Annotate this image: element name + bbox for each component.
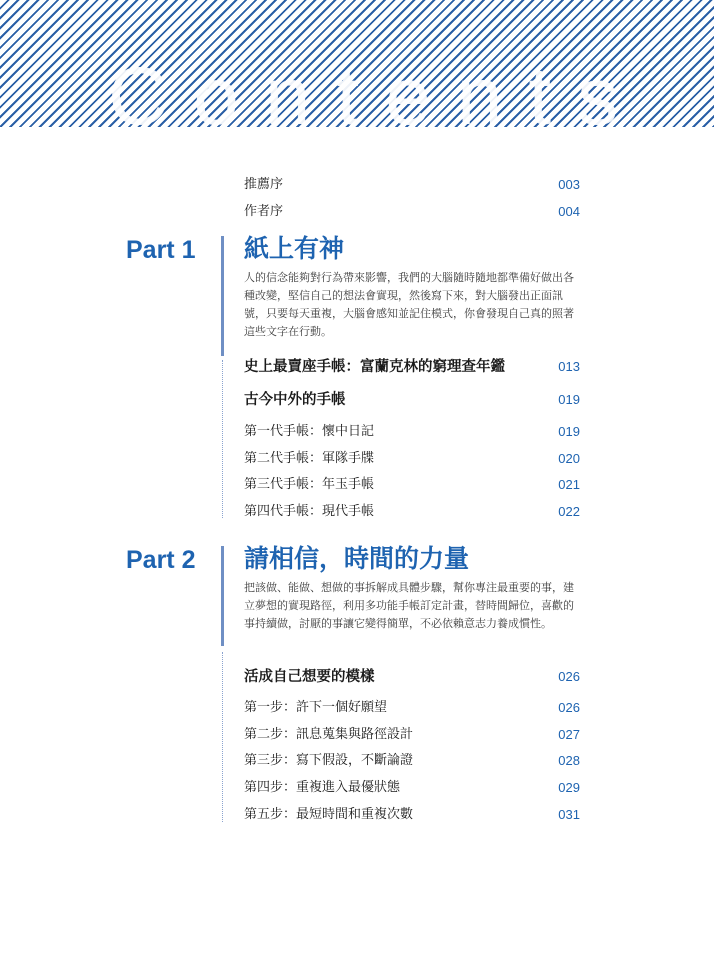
toc-entry-page: 013 bbox=[558, 359, 580, 374]
toc-entry-page: 019 bbox=[558, 424, 580, 439]
toc-entry-page: 026 bbox=[558, 700, 580, 715]
part-1-title: 紙上有神 bbox=[244, 234, 345, 263]
toc-entry-page: 019 bbox=[558, 392, 580, 407]
part-2-title: 請相信，時間的力量 bbox=[244, 544, 470, 573]
toc-entry-title: 第三步：寫下假設，不斷論證 bbox=[244, 753, 414, 768]
part-2-label: Part 2 bbox=[126, 546, 196, 574]
part-2-dotted-rule bbox=[222, 652, 223, 822]
toc-entry-page: 020 bbox=[558, 451, 580, 466]
toc-entry-page: 021 bbox=[558, 477, 580, 492]
toc-entry-title: 古今中外的手帳 bbox=[244, 392, 346, 408]
toc-entry-title: 第二代手帳：軍隊手牒 bbox=[244, 451, 375, 466]
toc-entry-page: 027 bbox=[558, 727, 580, 742]
toc-entry-page: 029 bbox=[558, 780, 580, 795]
toc-entry-title: 第四代手帳：現代手帳 bbox=[244, 504, 375, 519]
header-banner bbox=[0, 0, 714, 127]
toc-entry-page: 026 bbox=[558, 669, 580, 684]
toc-entry-page: 003 bbox=[558, 177, 580, 192]
toc-entry-title: 推薦序 bbox=[244, 177, 284, 192]
toc-entry-title: 史上最賣座手帳：富蘭克林的窮理查年鑑 bbox=[244, 359, 505, 375]
toc-entry-title: 第三代手帳：年玉手帳 bbox=[244, 477, 375, 492]
toc-entry-title: 第二步：訊息蒐集與路徑設計 bbox=[244, 727, 414, 742]
part-2-description: 把該做、能做、想做的事拆解成具體步驟，幫你專注最重要的事，建立夢想的實現路徑，利用多功能手帳訂定計畫，替時間歸位，喜歡的事持續做，討厭的事讓它變得簡單，不必依賴意志力養成慣性。 bbox=[244, 581, 574, 630]
toc-entry-page: 004 bbox=[558, 204, 580, 219]
toc-entry-page: 022 bbox=[558, 504, 580, 519]
toc-entry-title: 第一步：許下一個好願望 bbox=[244, 700, 388, 715]
toc-entry-title: 第四步：重複進入最優狀態 bbox=[244, 780, 401, 795]
toc-entry-title: 第一代手帳：懷中日記 bbox=[244, 424, 375, 439]
toc-entry-page: 031 bbox=[558, 807, 580, 822]
toc-entry-title: 第五步：最短時間和重複次數 bbox=[244, 807, 414, 822]
part-1-description: 人的信念能夠對行為帶來影響，我們的大腦隨時隨地都準備好做出各種改變，堅信自己的想法會實現，然後寫下來，對大腦發出正面訊號，只要每天重複，大腦會感知並記住模式，你會發現自己真的照著這些文字在行動。 bbox=[244, 271, 574, 338]
toc-entry-title: 作者序 bbox=[244, 204, 284, 219]
part-1-dotted-rule bbox=[222, 360, 223, 518]
toc-entry-title: 活成自己想要的模樣 bbox=[244, 669, 375, 685]
part-1-label: Part 1 bbox=[126, 236, 196, 264]
page-title: Contents bbox=[108, 51, 645, 127]
part-1-bar bbox=[221, 236, 224, 356]
part-2-bar bbox=[221, 546, 224, 646]
toc-entry-page: 028 bbox=[558, 753, 580, 768]
